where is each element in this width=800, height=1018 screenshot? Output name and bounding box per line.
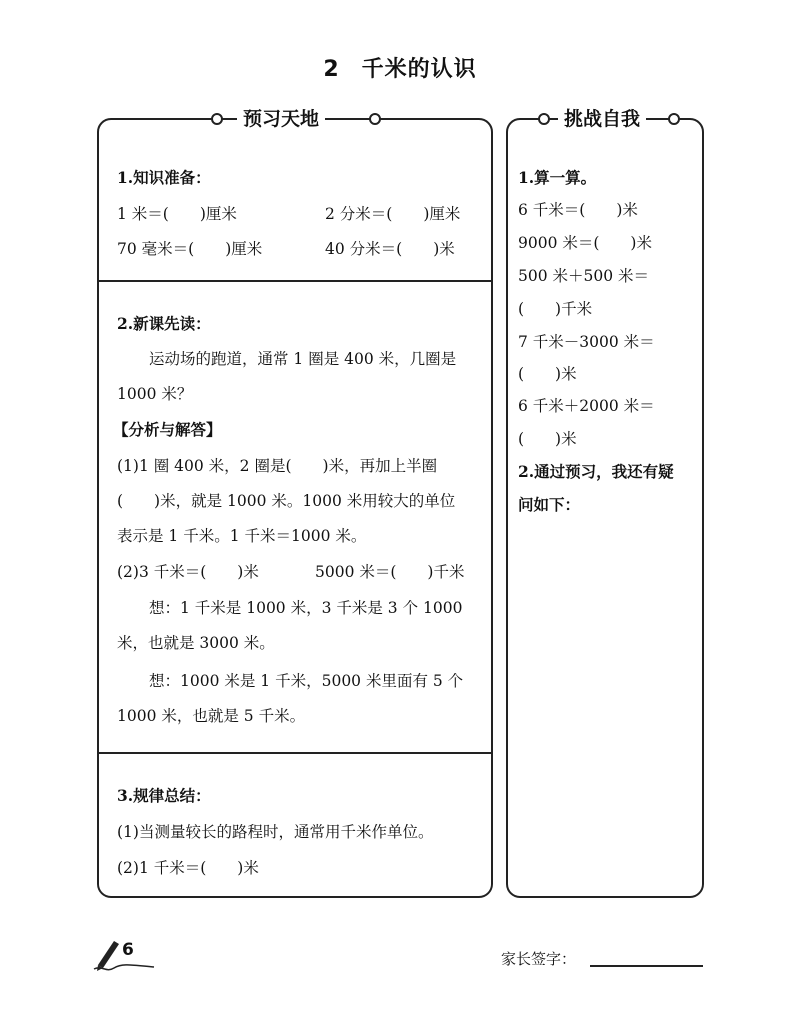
question-heading: 2.通过预习，我还有疑 <box>518 462 674 481</box>
exercise-line: 500 米＋500 米＝ <box>518 267 650 285</box>
text-line: ( )米，就是 1000 米。1000 米用较大的单位 <box>117 492 456 510</box>
text-line: 想：1 千米是 1000 米，3 千米是 3 个 1000 <box>149 599 463 617</box>
challenge-panel <box>506 108 704 898</box>
parent-signature-label: 家长签字： <box>501 950 577 968</box>
challenge-panel-header: 挑战自我 <box>558 104 646 134</box>
preview-panel-header: 预习天地 <box>237 104 325 134</box>
question-heading-cont: 问如下： <box>518 495 581 514</box>
exercise-line: 1 米＝( )厘米 <box>117 205 237 223</box>
lesson-title: 千米的认识 <box>361 57 477 82</box>
section-divider <box>99 752 491 754</box>
text-line: (1)1 圈 400 米，2 圈是( )米，再加上半圈 <box>117 457 438 475</box>
signature-line[interactable] <box>590 965 703 967</box>
exercise-line: ( )米 <box>518 365 577 383</box>
exercise-line: 40 分米＝( )米 <box>325 240 455 258</box>
text-line: 米，也就是 3000 米。 <box>117 634 275 652</box>
exercise-line: 2 分米＝( )厘米 <box>325 205 461 223</box>
exercise-line: 6 千米＋2000 米＝ <box>518 397 655 415</box>
header-ornament-left <box>538 113 550 125</box>
exercise-line: 9000 米＝( )米 <box>518 234 652 252</box>
exercise-line: ( )千米 <box>518 300 593 318</box>
text-line: (1)当测量较长的路程时，通常用千米作单位。 <box>117 823 434 841</box>
exercise-line: ( )米 <box>518 430 577 448</box>
text-line: 1000 米？ <box>117 385 193 403</box>
lesson-number: 2 <box>323 57 340 82</box>
exercise-line: (2)1 千米＝( )米 <box>117 859 259 877</box>
analysis-heading: 【分析与解答】 <box>113 420 222 439</box>
exercise-line: 70 毫米＝( )厘米 <box>117 240 263 258</box>
preview-panel <box>97 108 493 898</box>
page-number: 6 <box>122 940 134 960</box>
text-line: 1000 米，也就是 5 千米。 <box>117 707 306 725</box>
section-divider <box>99 280 491 282</box>
text-line: 运动场的跑道，通常 1 圈是 400 米，几圈是 <box>149 350 457 368</box>
text-line: 表示是 1 千米。1 千米＝1000 米。 <box>117 527 367 545</box>
section1-heading: 1.知识准备： <box>117 168 211 187</box>
challenge-heading: 1.算一算。 <box>518 168 597 187</box>
section2-heading: 2.新课先读： <box>117 314 211 333</box>
exercise-line: 5000 米＝( )千米 <box>315 563 465 581</box>
page-title <box>0 52 800 83</box>
exercise-line: 7 千米－3000 米＝ <box>518 333 655 351</box>
header-ornament-left <box>211 113 223 125</box>
section3-heading: 3.规律总结： <box>117 786 211 805</box>
exercise-line: (2)3 千米＝( )米 <box>117 563 259 581</box>
header-ornament-right <box>369 113 381 125</box>
exercise-line: 6 千米＝( )米 <box>518 201 638 219</box>
header-ornament-right <box>668 113 680 125</box>
text-line: 想：1000 米是 1 千米，5000 米里面有 5 个 <box>149 672 464 690</box>
